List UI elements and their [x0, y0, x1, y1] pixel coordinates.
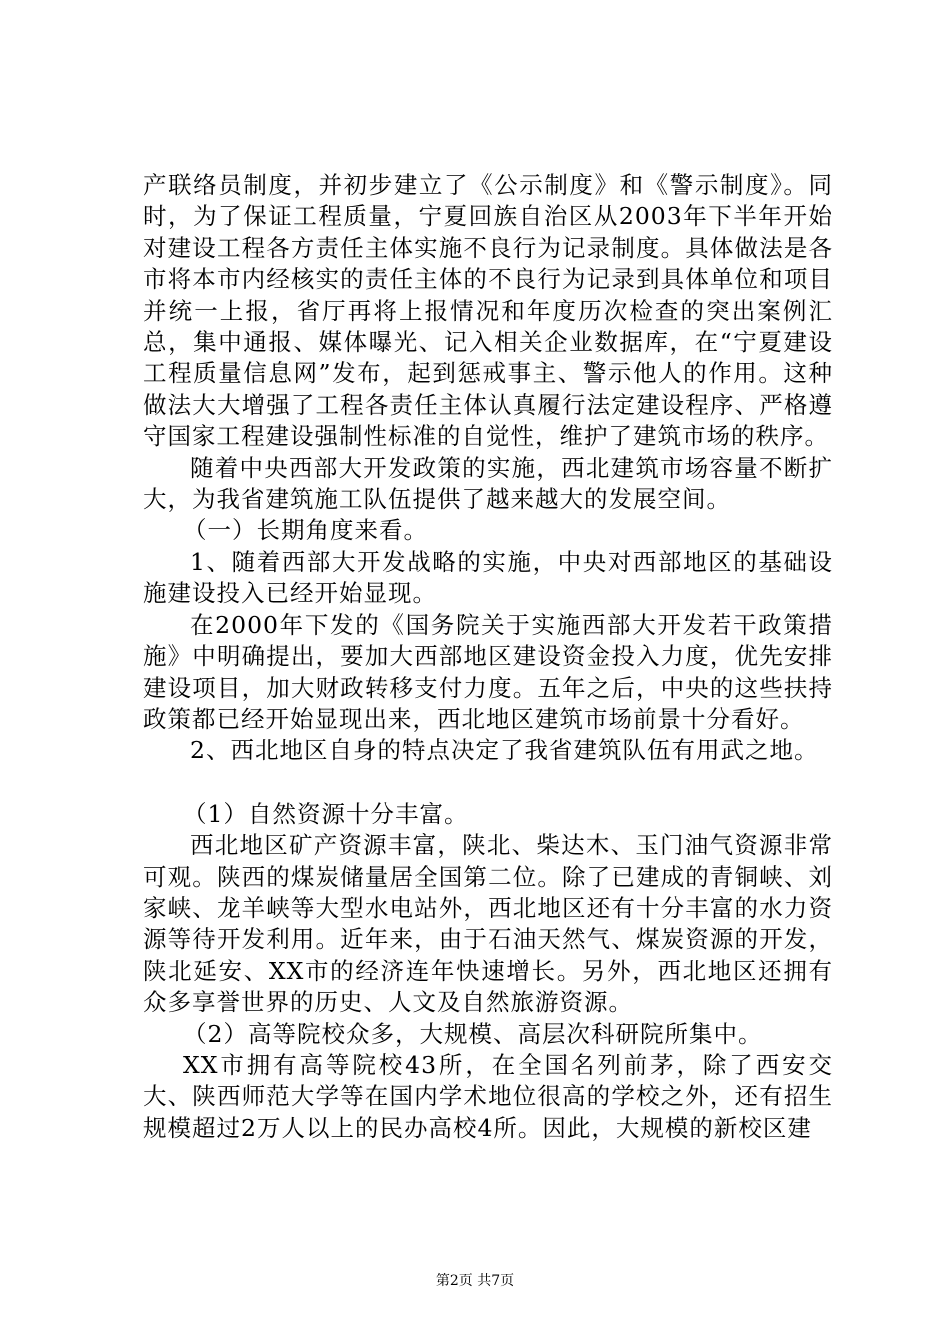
- page-number-footer: 第2页 共7页: [435, 1273, 515, 1289]
- section-heading-long-term: （一）长期角度来看。: [183, 516, 428, 545]
- paragraph-1: 产联络员制度，并初步建立了《公示制度》和《警示制度》。同时，为了保证工程质量，宁夏回族自治区从2003年下半年开始对建设工程各方责任主体实施不良行为记录制度。具体做法是各市将本市内经核实的责任主体的不良行为记录到具体单位和项目并统一上报，省厅再将上报情况和年度历次检查的突出案例汇总，集中通报、媒体曝光、记入相关企业数据库，在“宁夏建设工程质量信息网”发布，起到惩戒事主、警示他人的作用。这种做法大大增强了工程各责任主体认真履行法定建设程序、严格遵守国家工程建设强制性标准的自觉性，维护了建筑市场的秩序。: [143, 171, 833, 451]
- paragraph-point-2: 2、西北地区自身的特点决定了我省建筑队伍有用武之地。: [190, 736, 819, 765]
- subheading-natural-resources: （1）自然资源十分丰富。: [183, 799, 469, 828]
- paragraph-3: 在2000年下发的《国务院关于实施西部大开发若干政策措施》中明确提出，要加大西部地区建设资金投入力度，优先安排建设项目，加大财政转移支付力度。五年之后，中央的这些扶持政策都已经开始显现出来，西北地区建筑市场前景十分看好。: [143, 610, 833, 733]
- paragraph-2: 随着中央西部大开发政策的实施，西北建筑市场容量不断扩大，为我省建筑施工队伍提供了越来越大的发展空间。: [143, 453, 833, 514]
- subheading-universities: （2）高等院校众多，大规模、高层次科研院所集中。: [183, 1019, 763, 1048]
- paragraph-4: 西北地区矿产资源丰富，陕北、柴达木、玉门油气资源非常可观。陕西的煤炭储量居全国第二位。除了已建成的青铜峡、刘家峡、龙羊峡等大型水电站外，西北地区还有十分丰富的水力资源等待开发利用。近年来，由于石油天然气、煤炭资源的开发，陕北延安、XX市的经济连年快速增长。另外，西北地区还拥有众多享誉世界的历史、人文及自然旅游资源。: [143, 831, 833, 1017]
- paragraph-point-1: 1、随着西部大开发战略的实施，中央对西部地区的基础设施建设投入已经开始显现。: [143, 547, 833, 608]
- document-body: [143, 170, 833, 1144]
- paragraph-gap: [143, 767, 833, 799]
- paragraph-5: XX市拥有高等院校43所，在全国名列前茅，除了西安交大、陕西师范大学等在国内学术地位很高的学校之外，还有招生规模超过2万人以上的民办高校4所。因此，大规模的新校区建: [143, 1050, 833, 1142]
